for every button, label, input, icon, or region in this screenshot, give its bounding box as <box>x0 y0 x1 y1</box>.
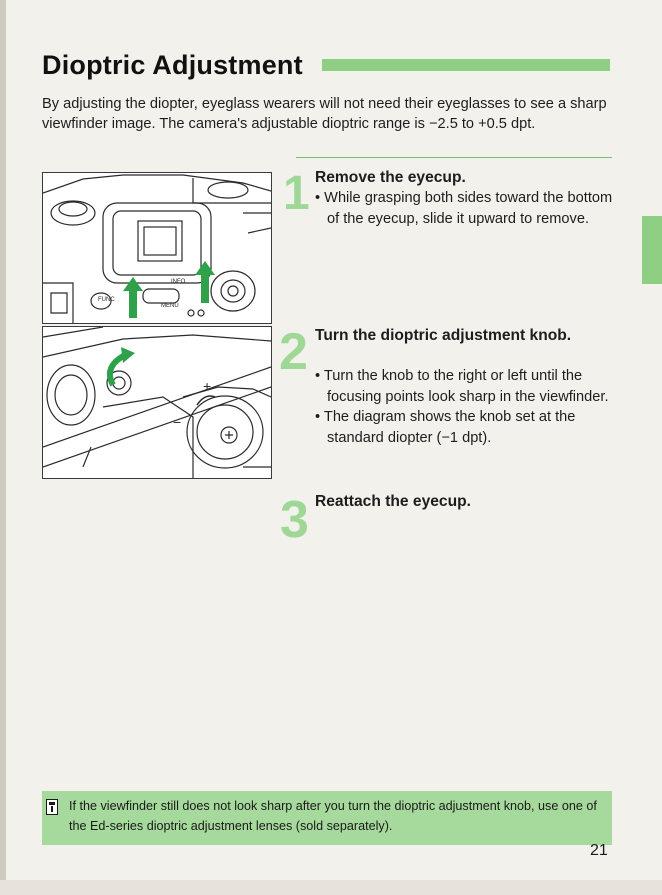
section-divider <box>296 157 612 158</box>
intro-paragraph: By adjusting the diopter, eyeglass wearers will not need their eyeglasses to see a sharp viewfinder image. The camera's adjustable dioptric range is −2.5 to +0.5 dpt. <box>42 96 607 132</box>
chapter-side-tab <box>642 216 662 284</box>
step-2-bullets <box>315 366 615 448</box>
page-edge <box>0 0 6 895</box>
eyecup-illustration <box>42 172 272 324</box>
step-2-bullet: • The diagram shows the knob set at the standard diopter (−1 dpt). <box>315 409 576 446</box>
step-number-3: 3 <box>280 491 309 549</box>
plus-label: + <box>203 378 212 394</box>
step-2-title: Turn the dioptric adjustment knob. <box>315 327 572 344</box>
minus-label: − <box>173 414 182 430</box>
note-text: If the viewfinder still does not look sharp after you turn the dioptric adjustment knob, use one of the Ed-series dioptric adjustment lenses (sold separately). <box>69 799 597 833</box>
info-label: INFO <box>171 279 186 285</box>
step-1-bullets <box>315 188 615 229</box>
dioptric-knob-illustration <box>42 326 272 479</box>
note-box <box>42 791 612 845</box>
step-1-bullet: • While grasping both sides toward the bottom of the eyecup, slide it upward to remove. <box>315 190 613 227</box>
knob-drawing <box>43 327 271 478</box>
eyecup-drawing <box>43 173 271 323</box>
title-accent-bar <box>322 59 610 71</box>
step-1-title: Remove the eyecup. <box>315 169 466 186</box>
step-3-title: Reattach the eyecup. <box>315 493 471 510</box>
menu-label: MENU <box>161 303 179 309</box>
step-2-bullet: • Turn the knob to the right or left until the focusing points look sharp in the viewfinder. <box>315 368 609 405</box>
page-title: Dioptric Adjustment <box>42 50 303 80</box>
step-number-1: 1 <box>283 167 310 220</box>
page-bottom-edge <box>0 880 662 895</box>
note-icon <box>46 799 58 815</box>
func-label: FUNC <box>98 297 115 303</box>
step-number-2: 2 <box>279 323 308 381</box>
page-number: 21 <box>590 842 608 859</box>
